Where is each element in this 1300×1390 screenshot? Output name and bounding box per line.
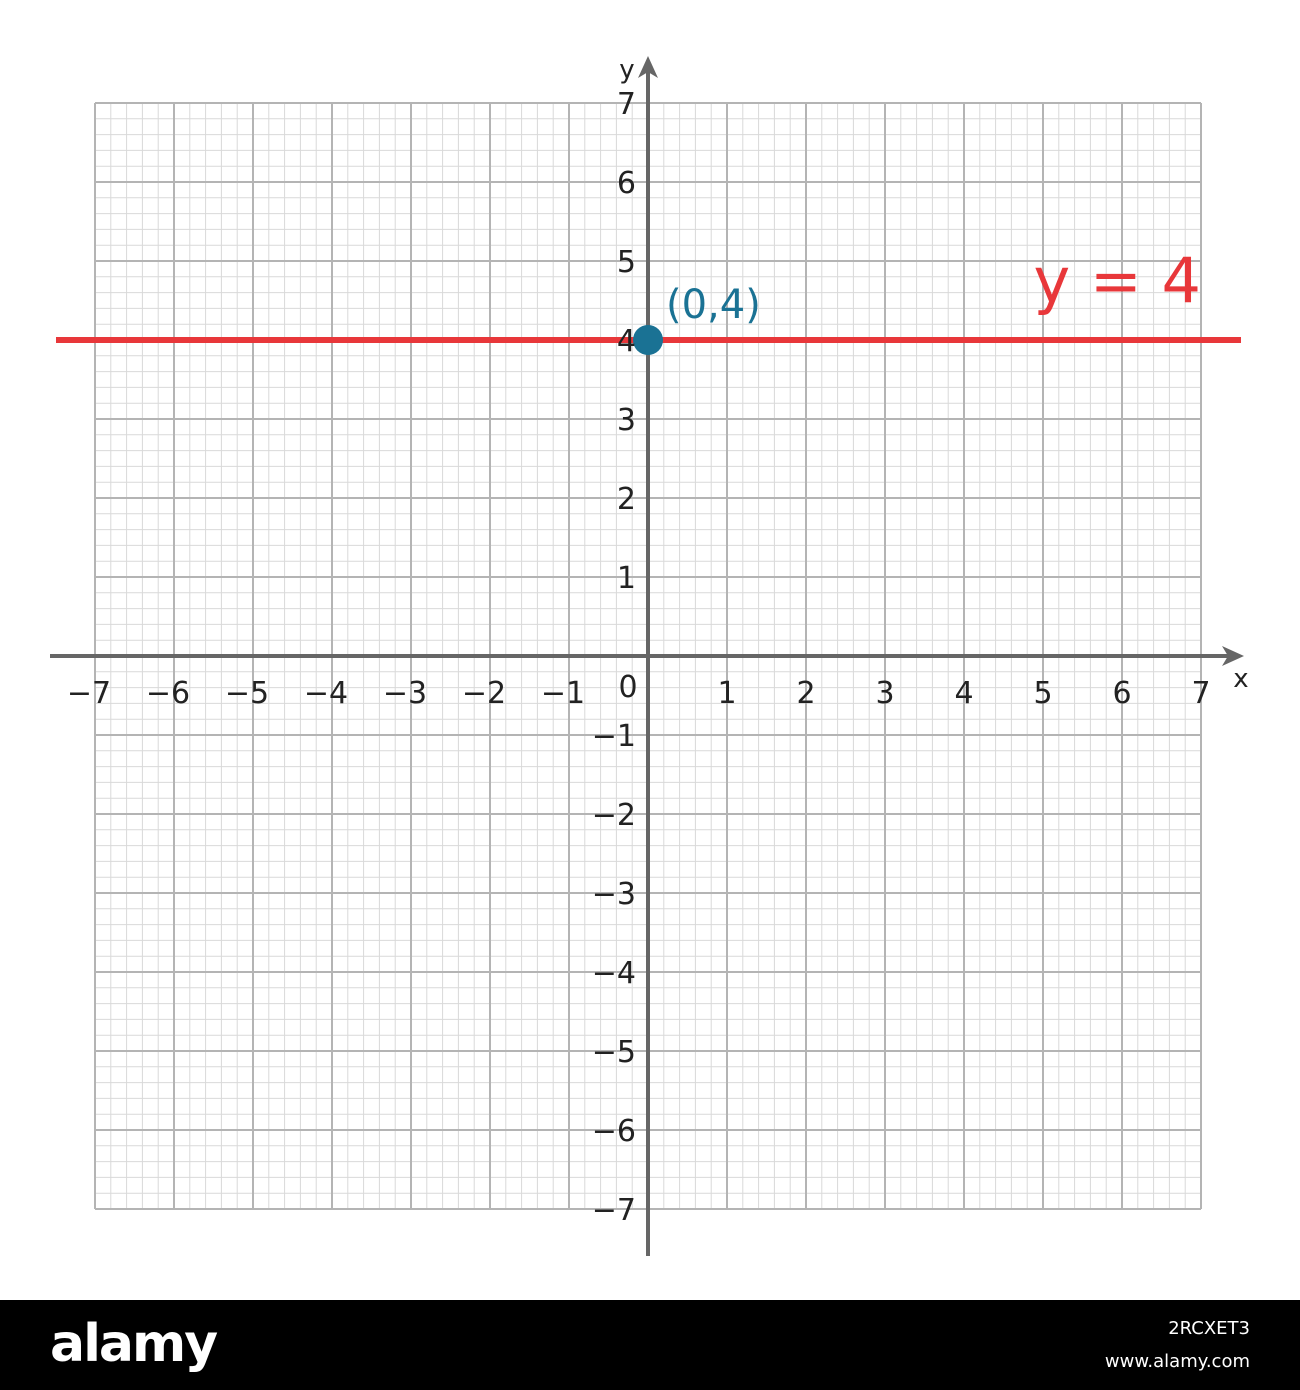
- y-tick-label: −5: [591, 1035, 636, 1070]
- point-label: (0,4): [666, 282, 761, 328]
- y-tick-label: −1: [591, 719, 636, 754]
- x-tick-label: −7: [66, 676, 112, 711]
- equation-annotation: y = 4: [1033, 244, 1201, 317]
- data-point: [633, 325, 663, 355]
- x-tick-label: −4: [303, 676, 349, 711]
- x-tick-label: −3: [382, 676, 428, 711]
- x-tick-label: 7: [1191, 676, 1211, 711]
- y-axis-label: y: [619, 55, 635, 85]
- x-tick-label: 3: [875, 676, 895, 711]
- footer-image-id: 2RCXET3: [1168, 1318, 1250, 1339]
- x-tick-label: 5: [1033, 676, 1053, 711]
- y-tick-label: −4: [591, 956, 636, 991]
- y-tick-label: 6: [616, 166, 636, 201]
- footer-site: www.alamy.com: [1104, 1351, 1250, 1372]
- x-tick-label: −1: [540, 676, 586, 711]
- x-tick-label: 6: [1112, 676, 1132, 711]
- y-tick-label: 2: [616, 482, 636, 517]
- footer-image-code: [1105, 1318, 1250, 1372]
- y-tick-label: 1: [616, 561, 636, 596]
- y-tick-label: −6: [591, 1114, 636, 1149]
- x-tick-label: 4: [954, 676, 974, 711]
- y-tick-label: −2: [591, 798, 636, 833]
- x-axis-label: x: [1233, 664, 1249, 694]
- y-tick-label: −3: [591, 877, 636, 912]
- origin-label: 0: [618, 670, 638, 705]
- y-tick-label: 5: [616, 245, 636, 280]
- x-tick-label: −6: [145, 676, 191, 711]
- x-tick-label: −2: [461, 676, 507, 711]
- y-tick-label: 3: [616, 403, 636, 438]
- y-tick-label: 4: [616, 324, 636, 359]
- x-tick-label: 1: [717, 676, 737, 711]
- y-tick-label: −7: [591, 1193, 636, 1228]
- footer-logo: alamy: [50, 1314, 217, 1374]
- x-tick-label: 2: [796, 676, 816, 711]
- x-tick-label: −5: [224, 676, 270, 711]
- footer-bar: [0, 1300, 1300, 1390]
- y-tick-label: 7: [616, 87, 636, 122]
